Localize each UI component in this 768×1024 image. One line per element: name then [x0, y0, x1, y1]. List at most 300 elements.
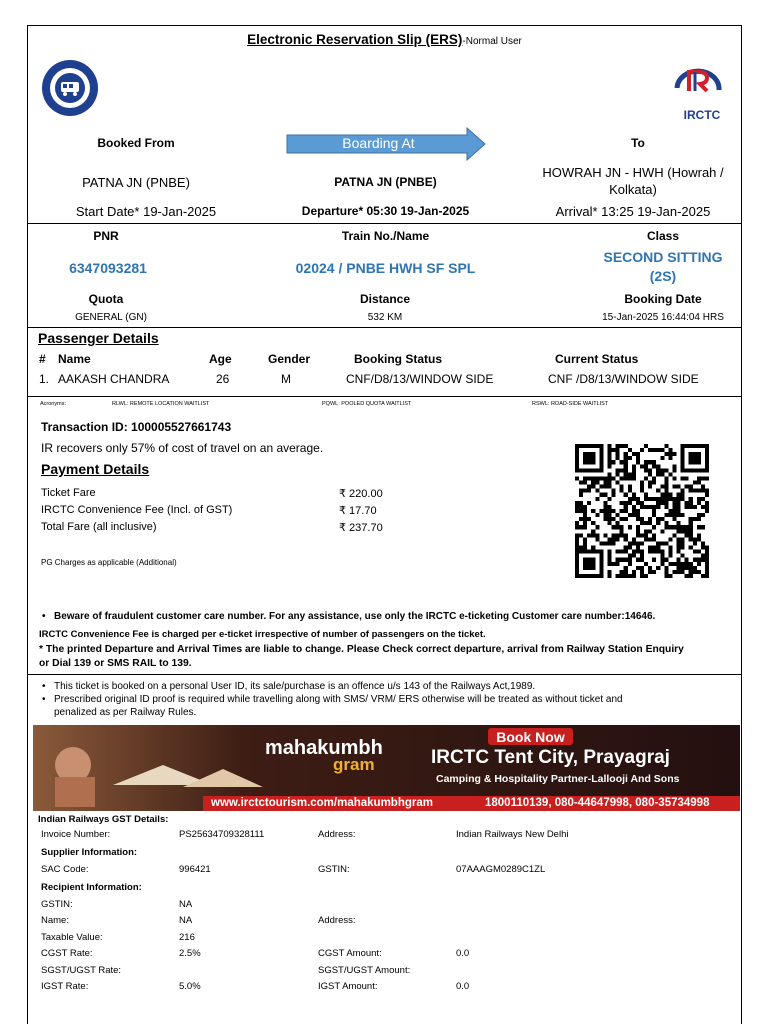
r-name-label: Name: [41, 915, 69, 926]
divider [28, 327, 741, 328]
qr-module [607, 570, 611, 574]
qr-module [603, 476, 607, 480]
qr-module [583, 558, 587, 562]
qr-module [624, 546, 628, 550]
recovery-note: IR recovers only 57% of cost of travel on an average. [41, 441, 324, 455]
col-name: Name [58, 352, 91, 366]
divider [28, 223, 741, 224]
qr-module [705, 550, 709, 554]
qr-module [595, 525, 599, 529]
qr-module [587, 517, 591, 521]
qr-module [689, 529, 693, 533]
qr-module [607, 456, 611, 460]
passenger-heading: Passenger Details [38, 330, 159, 346]
qr-module [607, 521, 611, 525]
col-age: Age [209, 352, 232, 366]
distance-value: 532 KM [367, 312, 403, 323]
qr-module [575, 558, 579, 562]
start-date: Start Date* 19-Jan-2025 [75, 204, 217, 219]
qr-module [677, 541, 681, 545]
qr-module [701, 497, 705, 501]
qr-module [636, 533, 640, 537]
qr-module [697, 537, 701, 541]
qr-module [693, 517, 697, 521]
qr-module [685, 485, 689, 489]
col-booking-status: Booking Status [354, 352, 443, 366]
qr-module [705, 509, 709, 513]
passenger-gender: M [281, 372, 291, 386]
distance-label: Distance [359, 292, 411, 306]
qr-module [681, 444, 685, 448]
qr-module [599, 444, 603, 448]
qr-module [693, 570, 697, 574]
pnr-value: 6347093281 [69, 260, 147, 276]
qr-module [681, 513, 685, 517]
qr-module [575, 546, 579, 550]
qr-module [685, 468, 689, 472]
qr-module [693, 444, 697, 448]
qr-module [587, 574, 591, 578]
qr-module [681, 493, 685, 497]
qr-module [575, 464, 579, 468]
qr-module [607, 562, 611, 566]
qr-module [681, 546, 685, 550]
qr-module [628, 574, 632, 578]
qr-module [599, 509, 603, 513]
qr-module [685, 525, 689, 529]
qr-module [628, 497, 632, 501]
qr-module [668, 554, 672, 558]
sgst-amt-label: SGST/UGST Amount: [318, 965, 411, 976]
passenger-current-status: CNF /D8/13/WINDOW SIDE [548, 372, 699, 386]
qr-module [620, 558, 624, 562]
qr-module [624, 505, 628, 509]
qr-module [575, 444, 579, 448]
qr-module [681, 566, 685, 570]
qr-module [603, 541, 607, 545]
qr-module [644, 493, 648, 497]
qr-module [705, 554, 709, 558]
qr-module [575, 533, 579, 537]
qr-module [616, 562, 620, 566]
qr-module [660, 550, 664, 554]
qr-module [681, 537, 685, 541]
qr-module [644, 497, 648, 501]
qr-module [664, 501, 668, 505]
address-value: Indian Railways New Delhi [456, 829, 569, 840]
qr-module [579, 546, 583, 550]
qr-module [681, 541, 685, 545]
banner-phones: 1800110139, 080-44647998, 080-35734998 [485, 797, 710, 809]
qr-module [587, 460, 591, 464]
qr-module [705, 468, 709, 472]
qr-module [660, 501, 664, 505]
irctc-logo-text: IRCTC [683, 108, 721, 122]
qr-module [628, 476, 632, 480]
qr-module [681, 570, 685, 574]
qr-module [672, 562, 676, 566]
gstin-label: GSTIN: [318, 864, 350, 875]
booking-date-value: 15-Jan-2025 16:44:04 HRS [602, 312, 724, 323]
sac-value: 996421 [179, 864, 211, 875]
qr-module [668, 452, 672, 456]
qr-module [693, 468, 697, 472]
qr-module [664, 558, 668, 562]
qr-module [599, 468, 603, 472]
sac-label: SAC Code: [41, 864, 89, 875]
qr-module [660, 497, 664, 501]
arrival: Arrival* 13:25 19-Jan-2025 [555, 204, 711, 219]
qr-module [607, 460, 611, 464]
qr-module [616, 537, 620, 541]
qr-module [701, 505, 705, 509]
boarding-at-arrow [286, 127, 486, 161]
qr-module [705, 444, 709, 448]
qr-module [595, 550, 599, 554]
qr-module [685, 529, 689, 533]
qr-module [648, 566, 652, 570]
qr-module [697, 570, 701, 574]
qr-module [603, 513, 607, 517]
qr-module [705, 570, 709, 574]
qr-module [701, 444, 705, 448]
qr-module [705, 448, 709, 452]
qr-module [672, 525, 676, 529]
qr-module [599, 558, 603, 562]
qr-module [697, 456, 701, 460]
qr-module [697, 497, 701, 501]
qr-module [648, 481, 652, 485]
qr-module [587, 566, 591, 570]
qr-module [648, 460, 652, 464]
qr-module [656, 550, 660, 554]
qr-module [575, 476, 579, 480]
qr-module [607, 497, 611, 501]
qr-module [664, 468, 668, 472]
transaction-id: Transaction ID: 100005527661743 [41, 420, 232, 434]
qr-module [591, 533, 595, 537]
book-now-button[interactable]: Book Now [496, 729, 565, 745]
invoice-label: Invoice Number: [41, 829, 111, 840]
qr-module [681, 476, 685, 480]
qr-module [624, 509, 628, 513]
conv-fee-value: ₹ 17.70 [339, 505, 377, 517]
conv-fee-label: IRCTC Convenience Fee (Incl. of GST) [41, 504, 233, 516]
qr-module [648, 537, 652, 541]
qr-module [640, 574, 644, 578]
col-gender: Gender [268, 352, 311, 366]
qr-module [616, 521, 620, 525]
train-label: Train No./Name [341, 229, 430, 243]
qr-module [587, 533, 591, 537]
qr-module [677, 513, 681, 517]
qr-module [632, 464, 636, 468]
qr-module [632, 537, 636, 541]
qr-module [648, 550, 652, 554]
qr-module [620, 509, 624, 513]
qr-module [607, 444, 611, 448]
qr-module [664, 489, 668, 493]
qr-module [648, 546, 652, 550]
qr-module [607, 481, 611, 485]
qr-module [599, 554, 603, 558]
qr-module [705, 558, 709, 562]
qr-module [689, 460, 693, 464]
qr-module [616, 558, 620, 562]
qr-module [693, 452, 697, 456]
qr-module [583, 574, 587, 578]
banner-brand-line2: gram [333, 755, 375, 774]
qr-module [677, 537, 681, 541]
to-station: HOWRAH JN - HWH (Howrah / Kolkata) [542, 165, 724, 197]
qr-module [660, 558, 664, 562]
qr-module [620, 525, 624, 529]
qr-module [595, 476, 599, 480]
qr-module [599, 456, 603, 460]
banner-headline: IRCTC Tent City, Prayagraj [431, 747, 670, 768]
booking-date-label: Booking Date [624, 292, 702, 306]
qr-module [599, 562, 603, 566]
qr-module [587, 452, 591, 456]
qr-module [648, 570, 652, 574]
qr-module [583, 517, 587, 521]
qr-module [693, 566, 697, 570]
qr-module [664, 525, 668, 529]
qr-module [636, 517, 640, 521]
from-station: PATNA JN (PNBE) [82, 175, 190, 190]
qr-module [681, 554, 685, 558]
qr-module [624, 558, 628, 562]
qr-module [689, 525, 693, 529]
qr-module [701, 554, 705, 558]
qr-module [575, 456, 579, 460]
qr-module [607, 509, 611, 513]
qr-module [575, 537, 579, 541]
qr-module [636, 529, 640, 533]
cgst-amt-value: 0.0 [456, 948, 470, 959]
qr-module [616, 472, 620, 476]
qr-module [636, 509, 640, 513]
qr-module [612, 448, 616, 452]
qr-module [644, 521, 648, 525]
divider [28, 396, 741, 397]
qr-module [668, 509, 672, 513]
qr-module [664, 513, 668, 517]
qr-module [697, 517, 701, 521]
qr-module [705, 460, 709, 464]
qr-module [579, 444, 583, 448]
qr-module [607, 558, 611, 562]
qr-module [672, 513, 676, 517]
qr-module [697, 476, 701, 480]
title-text: Electronic Reservation Slip (ERS) [247, 32, 463, 47]
qr-module [652, 537, 656, 541]
qr-module [640, 481, 644, 485]
qr-module [624, 574, 628, 578]
qr-module [648, 529, 652, 533]
qr-module [648, 521, 652, 525]
qr-module [664, 452, 668, 456]
qr-module [681, 456, 685, 460]
qr-module [681, 497, 685, 501]
qr-module [579, 468, 583, 472]
supplier-heading: Supplier Information: [41, 847, 138, 858]
qr-module [656, 501, 660, 505]
cgst-rate-value: 2.5% [179, 948, 201, 959]
qr-module [689, 562, 693, 566]
qr-module [668, 537, 672, 541]
qr-module [672, 468, 676, 472]
qr-module [636, 501, 640, 505]
qr-module [599, 541, 603, 545]
qr-module [701, 546, 705, 550]
qr-module [660, 562, 664, 566]
igst-amt-label: IGST Amount: [318, 981, 378, 992]
qr-module [677, 497, 681, 501]
qr-module [628, 501, 632, 505]
qr-module [583, 444, 587, 448]
qr-module [628, 513, 632, 517]
qr-code [573, 444, 711, 578]
qr-module [583, 452, 587, 456]
qr-module [705, 562, 709, 566]
qr-module [624, 550, 628, 554]
qr-module [705, 566, 709, 570]
qr-module [591, 521, 595, 525]
qr-module [644, 574, 648, 578]
qr-module [644, 460, 648, 464]
qr-module [693, 489, 697, 493]
qr-module [636, 546, 640, 550]
qr-module [636, 452, 640, 456]
qr-module [656, 468, 660, 472]
qr-module [603, 481, 607, 485]
qr-module [607, 550, 611, 554]
qr-module [575, 521, 579, 525]
qr-module [681, 529, 685, 533]
qr-module [668, 456, 672, 460]
qr-module [591, 460, 595, 464]
qr-module [668, 513, 672, 517]
qr-module [697, 468, 701, 472]
qr-module [587, 489, 591, 493]
qr-module [591, 550, 595, 554]
page-title [28, 32, 741, 47]
qr-module [579, 509, 583, 513]
qr-module [660, 468, 664, 472]
qr-module [587, 485, 591, 489]
qr-module [701, 541, 705, 545]
qr-module [575, 501, 579, 505]
qr-module [624, 456, 628, 460]
qr-module [677, 525, 681, 529]
qr-module [612, 476, 616, 480]
qr-module [652, 448, 656, 452]
qr-module [624, 452, 628, 456]
fraud-notice-text: Beware of fraudulent customer care number. For any assistance, use only the IRCTC e-ticketing Customer care number:14646. [54, 611, 656, 622]
qr-module [701, 513, 705, 517]
qr-module [648, 448, 652, 452]
qr-module [664, 521, 668, 525]
qr-module [693, 550, 697, 554]
banner-brand-line1: mahakumbh [265, 737, 383, 759]
qr-module [705, 546, 709, 550]
qr-module [652, 558, 656, 562]
mahakumbh-banner[interactable] [33, 725, 740, 811]
qr-module [689, 444, 693, 448]
qr-module [624, 566, 628, 570]
qr-module [636, 541, 640, 545]
qr-module [620, 550, 624, 554]
qr-module [636, 550, 640, 554]
acronyms-label: Acronyms: [40, 401, 66, 407]
qr-module [632, 452, 636, 456]
qr-module [599, 476, 603, 480]
qr-module [579, 525, 583, 529]
qr-module [689, 456, 693, 460]
booked-from-label: Booked From [97, 136, 175, 150]
qr-module [603, 533, 607, 537]
qr-module [599, 448, 603, 452]
qr-module [640, 570, 644, 574]
qr-module [656, 521, 660, 525]
train-value: 02024 / PNBE HWH SF SPL [295, 260, 476, 276]
qr-module [697, 513, 701, 517]
qr-module [689, 537, 693, 541]
qr-module [640, 448, 644, 452]
qr-module [575, 448, 579, 452]
qr-module [705, 456, 709, 460]
qr-module [591, 509, 595, 513]
banner-url[interactable]: www.irctctourism.com/mahakumbhgram [211, 797, 433, 809]
qr-module [620, 476, 624, 480]
qr-module [612, 509, 616, 513]
qr-module [689, 521, 693, 525]
qr-module [701, 468, 705, 472]
qr-module [656, 541, 660, 545]
qr-module [591, 566, 595, 570]
qr-module [640, 554, 644, 558]
qr-module [628, 562, 632, 566]
qr-module [583, 460, 587, 464]
qr-module [705, 489, 709, 493]
qr-module [701, 558, 705, 562]
qr-module [620, 468, 624, 472]
qr-module [624, 468, 628, 472]
qr-module [620, 570, 624, 574]
qr-module [689, 574, 693, 578]
qr-module [616, 448, 620, 452]
qr-module [616, 456, 620, 460]
qr-module [632, 472, 636, 476]
qr-module [607, 574, 611, 578]
qr-module [640, 566, 644, 570]
qr-module [587, 562, 591, 566]
qr-module [616, 574, 620, 578]
qr-module [685, 574, 689, 578]
qr-module [612, 541, 616, 545]
qr-module [677, 562, 681, 566]
qr-module [583, 521, 587, 525]
qr-module [603, 509, 607, 513]
qr-module [677, 509, 681, 513]
qr-module [672, 497, 676, 501]
qr-module [579, 489, 583, 493]
qr-module [624, 501, 628, 505]
qr-module [668, 550, 672, 554]
qr-module [697, 481, 701, 485]
qr-module [583, 456, 587, 460]
